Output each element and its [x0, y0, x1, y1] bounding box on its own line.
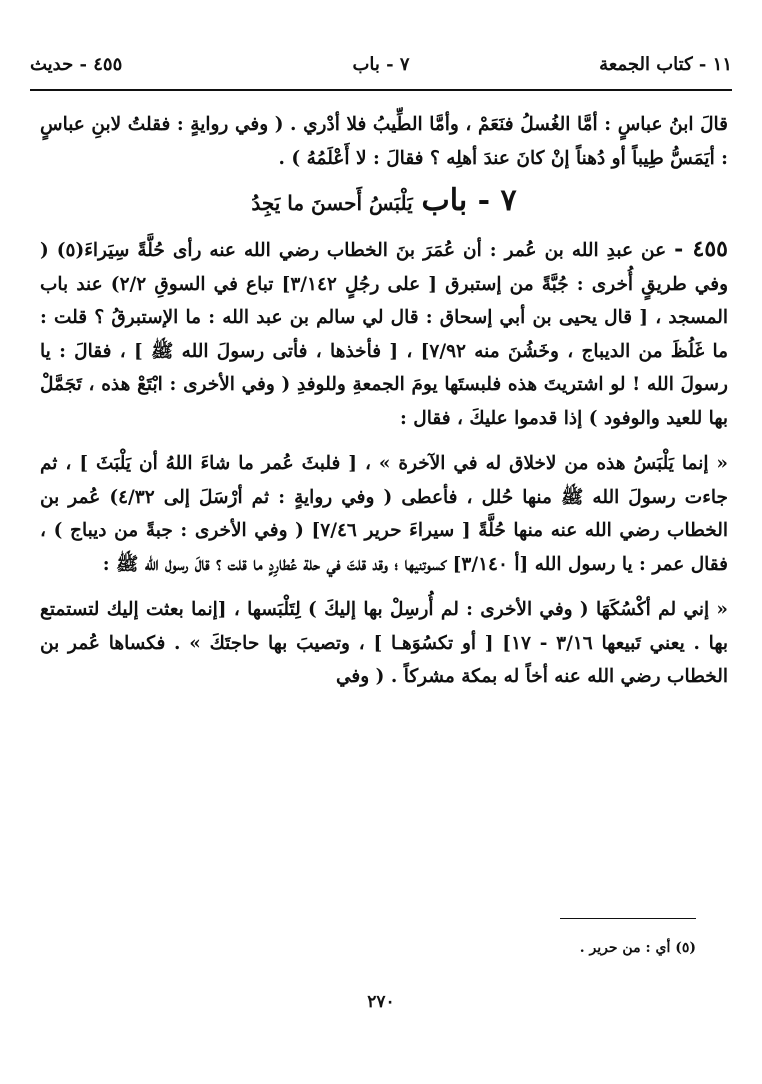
- paragraph-continuation: « إني لم أكْسُكَهَا ( وفي الأخرى : لم أُرسِلْ بها إليكَ ) لِتَلْبَسها ، [إنما بعثت إليك لتستمتع بها . يعني تَبيعها ٣/١٦ - ١٧] [ أو تكسُوَهـا ] ، وتصيبَ بها حاجتَكَ » . فكساها عُمر بن الخطاب رضي الله عنه أخاً له بمكة مشركاً . ( وفي: [40, 599, 728, 687]
- header-chapter: ٧ - باب: [352, 54, 410, 75]
- chapter-heading: [40, 179, 728, 225]
- footnote-divider: [560, 918, 696, 919]
- main-text: [40, 108, 728, 694]
- paragraph-ibn-abbas: قالَ ابنُ عباسٍ : أمَّا الغُسلُ فنَعَمْ ، وأمَّا الطِّيبُ فلا أدْري . ( وفي روايةٍ : فقلتُ لابنِ عباسٍ : أيَمَسُّ طِيباً أو دُهناً إنْ كانَ عندَ أهلِه ؟ فقالَ : لا أَعْلَمُهُ ) .: [40, 114, 728, 169]
- chapter-heading-number: ٧ - باب: [421, 183, 517, 218]
- paragraph-hadith-455: [40, 233, 728, 435]
- header-book-title: ١١ - كتاب الجمعة: [599, 54, 732, 75]
- running-header: [30, 54, 732, 84]
- paragraph-prophet-reply: « إنما يَلْبَسُ هذه من لاخلاق له في الآخرة » ، [ فلبثَ عُمر ما شاءَ اللهُ أن يَلْبَثَ ] ، ثم جاءت رسولَ الله ﷺ منها حُلل ، فأعطى ( وفي روايةٍ : ثم أرْسَلَ إلى ٤/٣٢) عُمر بن الخطاب رضي الله عنه منها حُلَّةً [ سيراءَ حرير ٧/٤٦] ( وفي الأخرى : جبةً من ديباج ) ، فقال عمر : يا رسول الله [أ ٣/١٤٠] كسوتنيها ؛ وقد قلتَ في حلة عُطارِدٍ ما قلت ؟ قالَ رسول الله ﷺ :: [40, 453, 729, 575]
- header-hadith-number: ٤٥٥ - حديث: [30, 54, 123, 75]
- chapter-heading-title: يَلْبَسُ أَحسنَ ما يَجِدُ: [251, 191, 413, 215]
- hadith-number: ٤٥٥ -: [674, 236, 728, 262]
- page-number: ٢٧٠: [367, 992, 395, 1012]
- hadith-text: عن عبدِ الله بن عُمر : أن عُمَرَ بنَ الخطاب رضي الله عنه رأى حُلَّةً سِيَراءَ(٥) ( وفي طريقٍ أُخرى : جُبَّةً من إستبرق [ على رجُلٍ ٣/١٤٢] تباع في السوقِ ٢/٢) عند باب المسجد ، [ قال يحيى بن أبي إسحاق : قال لي سالم بن عبد الله : ما الإستبرقُ ؟ قلت : ما غَلُظَ من الديباج ، وخَشُنَ منه ٧/٩٢] ، [ فأخذها ، فأتى رسولَ الله ﷺ ] ، فقالَ : يا رسولَ الله ! لو اشتريتَ هذه فلبستَها يومَ الجمعةِ وللوفدِ ( وفي الأخرى : ابْتَعْ هذه ، تَجَمَّلْ بها للعيد والوفود ) إذا قدموا عليكَ ، فقال :: [40, 240, 729, 429]
- footnote: (٥) أي : من حرير .: [579, 940, 696, 956]
- header-divider: [30, 89, 732, 91]
